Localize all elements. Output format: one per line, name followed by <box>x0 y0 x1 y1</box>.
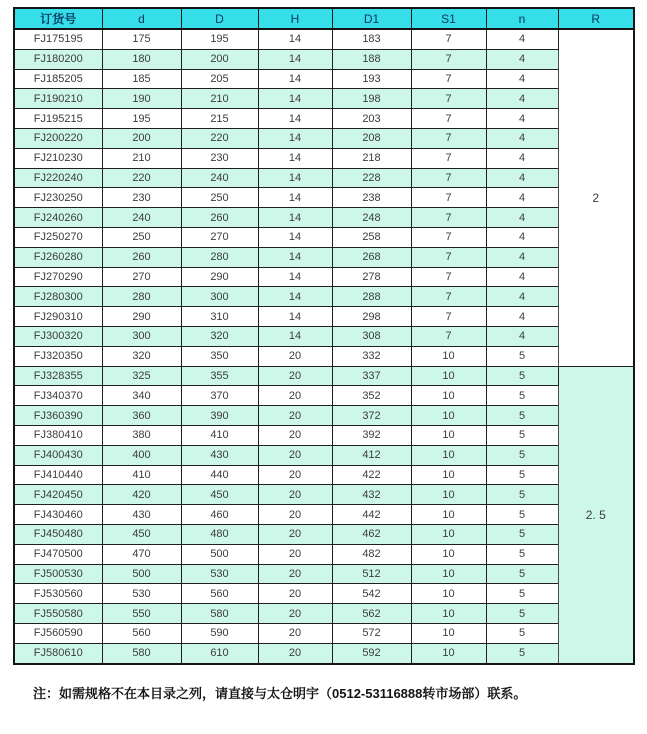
cell-H: 20 <box>258 346 332 366</box>
cell-code: FJ340370 <box>14 386 102 406</box>
cell-S1: 7 <box>411 168 486 188</box>
cell-d: 230 <box>102 188 181 208</box>
cell-n: 5 <box>486 643 558 663</box>
cell-n: 5 <box>486 386 558 406</box>
cell-D: 440 <box>181 465 258 485</box>
cell-d: 280 <box>102 287 181 307</box>
table-row <box>14 584 634 604</box>
cell-code: FJ470500 <box>14 544 102 564</box>
cell-S1: 7 <box>411 208 486 228</box>
cell-D1: 308 <box>332 326 411 346</box>
cell-H: 20 <box>258 564 332 584</box>
cell-D1: 248 <box>332 208 411 228</box>
cell-code: FJ500530 <box>14 564 102 584</box>
table-row <box>14 643 634 663</box>
cell-D1: 288 <box>332 287 411 307</box>
cell-code: FJ190210 <box>14 89 102 109</box>
cell-n: 4 <box>486 49 558 69</box>
cell-H: 14 <box>258 168 332 188</box>
cell-R-merged: 2. 5 <box>558 366 634 663</box>
cell-code: FJ290310 <box>14 307 102 327</box>
cell-D1: 193 <box>332 69 411 89</box>
cell-d: 420 <box>102 485 181 505</box>
cell-d: 580 <box>102 643 181 663</box>
table-row <box>14 544 634 564</box>
table-row <box>14 128 634 148</box>
table-row <box>14 425 634 445</box>
cell-code: FJ328355 <box>14 366 102 386</box>
cell-H: 20 <box>258 584 332 604</box>
cell-n: 5 <box>486 346 558 366</box>
cell-d: 470 <box>102 544 181 564</box>
table-row <box>14 188 634 208</box>
cell-S1: 10 <box>411 406 486 426</box>
column-header-n: n <box>486 8 558 29</box>
table-row <box>14 29 634 49</box>
cell-n: 4 <box>486 109 558 129</box>
cell-d: 300 <box>102 326 181 346</box>
table-body <box>14 29 634 664</box>
cell-S1: 10 <box>411 623 486 643</box>
cell-S1: 10 <box>411 604 486 624</box>
cell-D1: 482 <box>332 544 411 564</box>
cell-H: 20 <box>258 643 332 663</box>
cell-code: FJ175195 <box>14 29 102 49</box>
cell-d: 325 <box>102 366 181 386</box>
cell-S1: 7 <box>411 69 486 89</box>
cell-D: 230 <box>181 148 258 168</box>
table-row <box>14 346 634 366</box>
cell-H: 20 <box>258 505 332 525</box>
table-row <box>14 604 634 624</box>
cell-D1: 352 <box>332 386 411 406</box>
table-row <box>14 227 634 247</box>
header-row <box>14 8 634 29</box>
cell-n: 5 <box>486 623 558 643</box>
cell-D: 370 <box>181 386 258 406</box>
cell-D: 210 <box>181 89 258 109</box>
cell-S1: 10 <box>411 366 486 386</box>
cell-D: 205 <box>181 69 258 89</box>
cell-D1: 412 <box>332 445 411 465</box>
cell-D1: 238 <box>332 188 411 208</box>
cell-S1: 10 <box>411 465 486 485</box>
cell-D: 590 <box>181 623 258 643</box>
cell-H: 20 <box>258 465 332 485</box>
cell-D: 215 <box>181 109 258 129</box>
cell-H: 20 <box>258 445 332 465</box>
cell-D: 220 <box>181 128 258 148</box>
cell-D: 610 <box>181 643 258 663</box>
cell-S1: 10 <box>411 425 486 445</box>
cell-D: 500 <box>181 544 258 564</box>
table-row <box>14 564 634 584</box>
column-header-D: D <box>181 8 258 29</box>
cell-D: 320 <box>181 326 258 346</box>
cell-d: 240 <box>102 208 181 228</box>
column-header-R: R <box>558 8 634 29</box>
cell-code: FJ320350 <box>14 346 102 366</box>
cell-n: 4 <box>486 29 558 49</box>
cell-S1: 7 <box>411 109 486 129</box>
table-row <box>14 485 634 505</box>
cell-d: 195 <box>102 109 181 129</box>
cell-D: 240 <box>181 168 258 188</box>
cell-H: 20 <box>258 524 332 544</box>
cell-code: FJ195215 <box>14 109 102 129</box>
cell-n: 4 <box>486 247 558 267</box>
cell-d: 400 <box>102 445 181 465</box>
cell-D1: 372 <box>332 406 411 426</box>
cell-code: FJ210230 <box>14 148 102 168</box>
cell-code: FJ240260 <box>14 208 102 228</box>
cell-D: 460 <box>181 505 258 525</box>
cell-D1: 298 <box>332 307 411 327</box>
cell-H: 14 <box>258 208 332 228</box>
cell-d: 380 <box>102 425 181 445</box>
cell-D1: 572 <box>332 623 411 643</box>
cell-n: 4 <box>486 267 558 287</box>
cell-d: 550 <box>102 604 181 624</box>
cell-code: FJ450480 <box>14 524 102 544</box>
cell-S1: 7 <box>411 89 486 109</box>
cell-code: FJ360390 <box>14 406 102 426</box>
cell-d: 260 <box>102 247 181 267</box>
cell-d: 185 <box>102 69 181 89</box>
cell-code: FJ250270 <box>14 227 102 247</box>
cell-D: 410 <box>181 425 258 445</box>
cell-D: 430 <box>181 445 258 465</box>
cell-H: 14 <box>258 109 332 129</box>
cell-H: 14 <box>258 287 332 307</box>
cell-code: FJ270290 <box>14 267 102 287</box>
spec-table <box>13 7 635 665</box>
table-row <box>14 267 634 287</box>
cell-H: 14 <box>258 69 332 89</box>
table-row <box>14 168 634 188</box>
cell-D1: 203 <box>332 109 411 129</box>
cell-d: 210 <box>102 148 181 168</box>
cell-D: 480 <box>181 524 258 544</box>
cell-n: 5 <box>486 564 558 584</box>
cell-d: 450 <box>102 524 181 544</box>
cell-n: 4 <box>486 188 558 208</box>
cell-D1: 268 <box>332 247 411 267</box>
cell-S1: 10 <box>411 505 486 525</box>
cell-S1: 7 <box>411 128 486 148</box>
cell-d: 340 <box>102 386 181 406</box>
cell-H: 14 <box>258 267 332 287</box>
cell-R-merged: 2 <box>558 29 634 366</box>
cell-S1: 10 <box>411 485 486 505</box>
cell-H: 20 <box>258 406 332 426</box>
cell-D: 290 <box>181 267 258 287</box>
table-row <box>14 109 634 129</box>
footer-note: 注：如需规格不在本目录之列，请直接与太仓明宇（0512-53116888转市场部）联系。 <box>33 686 527 701</box>
cell-S1: 10 <box>411 386 486 406</box>
column-header-H: H <box>258 8 332 29</box>
cell-n: 4 <box>486 227 558 247</box>
table-row <box>14 287 634 307</box>
cell-S1: 10 <box>411 584 486 604</box>
cell-code: FJ200220 <box>14 128 102 148</box>
cell-D1: 218 <box>332 148 411 168</box>
table-row <box>14 465 634 485</box>
cell-code: FJ300320 <box>14 326 102 346</box>
cell-D: 270 <box>181 227 258 247</box>
cell-H: 14 <box>258 227 332 247</box>
cell-D: 260 <box>181 208 258 228</box>
cell-S1: 10 <box>411 544 486 564</box>
cell-d: 410 <box>102 465 181 485</box>
cell-S1: 7 <box>411 307 486 327</box>
cell-code: FJ420450 <box>14 485 102 505</box>
cell-d: 190 <box>102 89 181 109</box>
cell-d: 270 <box>102 267 181 287</box>
cell-code: FJ530560 <box>14 584 102 604</box>
cell-n: 4 <box>486 69 558 89</box>
cell-D1: 512 <box>332 564 411 584</box>
cell-n: 4 <box>486 287 558 307</box>
cell-D1: 592 <box>332 643 411 663</box>
cell-D: 390 <box>181 406 258 426</box>
cell-n: 5 <box>486 465 558 485</box>
cell-S1: 7 <box>411 227 486 247</box>
cell-H: 20 <box>258 485 332 505</box>
cell-n: 5 <box>486 406 558 426</box>
cell-H: 20 <box>258 623 332 643</box>
cell-D1: 258 <box>332 227 411 247</box>
cell-D1: 198 <box>332 89 411 109</box>
cell-S1: 7 <box>411 247 486 267</box>
cell-D: 200 <box>181 49 258 69</box>
cell-D1: 183 <box>332 29 411 49</box>
cell-n: 5 <box>486 505 558 525</box>
cell-d: 220 <box>102 168 181 188</box>
cell-D: 350 <box>181 346 258 366</box>
cell-H: 14 <box>258 148 332 168</box>
cell-H: 14 <box>258 188 332 208</box>
column-header-S1: S1 <box>411 8 486 29</box>
cell-D1: 422 <box>332 465 411 485</box>
cell-D1: 392 <box>332 425 411 445</box>
cell-d: 430 <box>102 505 181 525</box>
cell-D1: 462 <box>332 524 411 544</box>
cell-d: 320 <box>102 346 181 366</box>
cell-D: 280 <box>181 247 258 267</box>
cell-code: FJ400430 <box>14 445 102 465</box>
cell-code: FJ220240 <box>14 168 102 188</box>
cell-code: FJ380410 <box>14 425 102 445</box>
table-row <box>14 524 634 544</box>
cell-S1: 7 <box>411 326 486 346</box>
cell-n: 5 <box>486 584 558 604</box>
table-row <box>14 89 634 109</box>
cell-d: 175 <box>102 29 181 49</box>
cell-code: FJ180200 <box>14 49 102 69</box>
cell-D: 300 <box>181 287 258 307</box>
table-row <box>14 307 634 327</box>
cell-H: 14 <box>258 307 332 327</box>
cell-d: 560 <box>102 623 181 643</box>
table-row <box>14 69 634 89</box>
cell-code: FJ280300 <box>14 287 102 307</box>
cell-D: 530 <box>181 564 258 584</box>
column-header-d: d <box>102 8 181 29</box>
cell-code: FJ260280 <box>14 247 102 267</box>
cell-H: 20 <box>258 425 332 445</box>
table-row <box>14 326 634 346</box>
cell-code: FJ230250 <box>14 188 102 208</box>
cell-S1: 7 <box>411 148 486 168</box>
cell-n: 5 <box>486 524 558 544</box>
cell-n: 4 <box>486 89 558 109</box>
cell-D: 560 <box>181 584 258 604</box>
cell-S1: 10 <box>411 564 486 584</box>
cell-H: 14 <box>258 89 332 109</box>
cell-code: FJ580610 <box>14 643 102 663</box>
table-row <box>14 505 634 525</box>
table-row <box>14 49 634 69</box>
cell-D1: 562 <box>332 604 411 624</box>
cell-n: 5 <box>486 604 558 624</box>
cell-n: 5 <box>486 544 558 564</box>
cell-S1: 7 <box>411 188 486 208</box>
cell-D1: 208 <box>332 128 411 148</box>
cell-S1: 7 <box>411 29 486 49</box>
cell-d: 360 <box>102 406 181 426</box>
cell-D1: 332 <box>332 346 411 366</box>
cell-n: 4 <box>486 307 558 327</box>
cell-D1: 188 <box>332 49 411 69</box>
cell-D1: 337 <box>332 366 411 386</box>
cell-d: 530 <box>102 584 181 604</box>
cell-S1: 7 <box>411 267 486 287</box>
cell-n: 4 <box>486 326 558 346</box>
table-row <box>14 208 634 228</box>
table-row <box>14 406 634 426</box>
cell-H: 14 <box>258 326 332 346</box>
cell-n: 4 <box>486 128 558 148</box>
cell-H: 14 <box>258 29 332 49</box>
cell-H: 14 <box>258 128 332 148</box>
cell-D: 250 <box>181 188 258 208</box>
cell-n: 5 <box>486 445 558 465</box>
column-header-order-no: 订货号 <box>14 8 102 29</box>
cell-d: 200 <box>102 128 181 148</box>
cell-D1: 542 <box>332 584 411 604</box>
cell-D1: 442 <box>332 505 411 525</box>
table-row <box>14 366 634 386</box>
cell-S1: 7 <box>411 49 486 69</box>
table-row <box>14 623 634 643</box>
cell-code: FJ560590 <box>14 623 102 643</box>
cell-n: 5 <box>486 425 558 445</box>
cell-D1: 432 <box>332 485 411 505</box>
cell-D: 355 <box>181 366 258 386</box>
cell-S1: 10 <box>411 524 486 544</box>
cell-code: FJ430460 <box>14 505 102 525</box>
cell-H: 20 <box>258 604 332 624</box>
table-row <box>14 445 634 465</box>
column-header-D1: D1 <box>332 8 411 29</box>
cell-n: 5 <box>486 485 558 505</box>
cell-S1: 10 <box>411 346 486 366</box>
cell-H: 20 <box>258 386 332 406</box>
cell-d: 250 <box>102 227 181 247</box>
cell-H: 20 <box>258 544 332 564</box>
cell-D1: 228 <box>332 168 411 188</box>
cell-S1: 7 <box>411 287 486 307</box>
table-row <box>14 386 634 406</box>
cell-n: 5 <box>486 366 558 386</box>
cell-D: 310 <box>181 307 258 327</box>
cell-n: 4 <box>486 208 558 228</box>
cell-S1: 10 <box>411 445 486 465</box>
cell-H: 14 <box>258 247 332 267</box>
cell-D: 450 <box>181 485 258 505</box>
cell-D: 580 <box>181 604 258 624</box>
cell-code: FJ185205 <box>14 69 102 89</box>
cell-H: 14 <box>258 49 332 69</box>
cell-code: FJ550580 <box>14 604 102 624</box>
table-row <box>14 148 634 168</box>
cell-S1: 10 <box>411 643 486 663</box>
cell-D1: 278 <box>332 267 411 287</box>
cell-n: 4 <box>486 168 558 188</box>
cell-d: 500 <box>102 564 181 584</box>
cell-d: 290 <box>102 307 181 327</box>
cell-D: 195 <box>181 29 258 49</box>
cell-n: 4 <box>486 148 558 168</box>
cell-code: FJ410440 <box>14 465 102 485</box>
table-row <box>14 247 634 267</box>
cell-H: 20 <box>258 366 332 386</box>
cell-d: 180 <box>102 49 181 69</box>
